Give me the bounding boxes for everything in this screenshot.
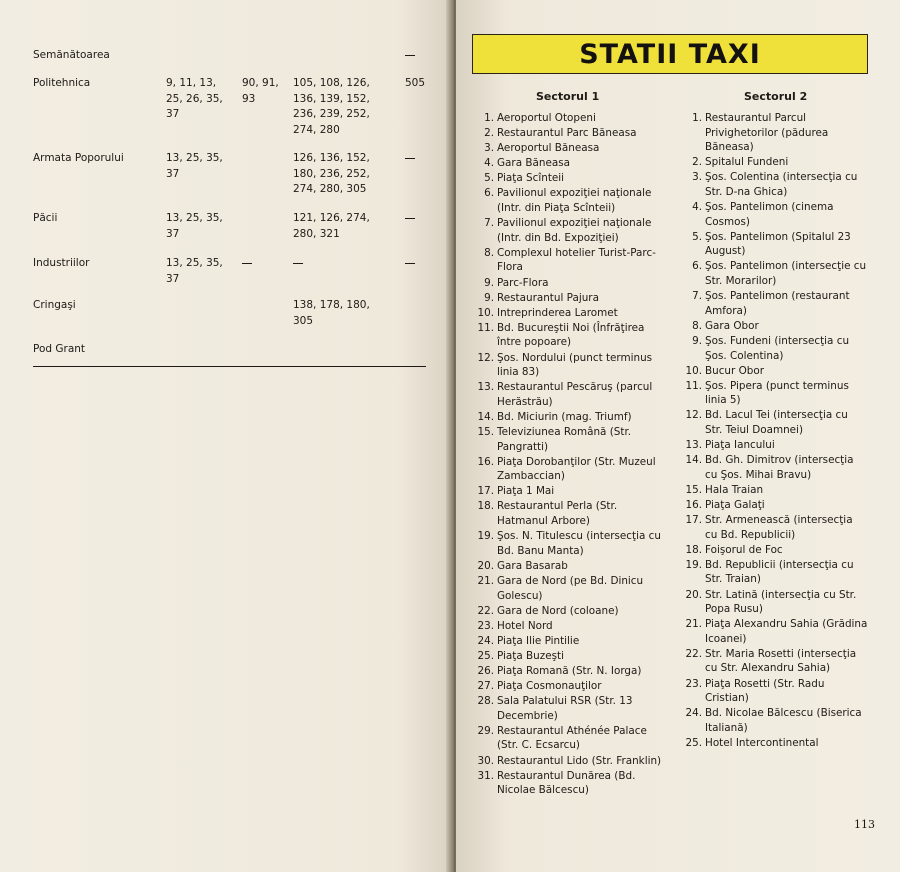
route-cell: 13, 25, 35, 37 (166, 257, 223, 285)
item-number: 11. (477, 321, 494, 334)
item-text: Piaţa Dorobanţilor (Str. Muzeul Zambaccian) (497, 455, 656, 483)
list-item (688, 319, 868, 334)
route-cell: 105, 108, 126, 136, 139, 152, 236, 239, 252, 274, 280 (293, 77, 370, 136)
item-text: Şos. Pantelimon (restaurant Amfora) (705, 290, 850, 317)
item-number: 12. (685, 409, 702, 422)
list-item (477, 351, 670, 380)
item-number: 23. (477, 619, 494, 632)
item-text: Piaţa Romană (Str. N. Iorga) (497, 664, 642, 677)
dash-mark (405, 218, 415, 219)
route-cell (405, 151, 433, 167)
item-number: 20. (685, 588, 702, 601)
item-text: Bd. Bucureştii Noi (Înfrăţirea între popoare) (497, 321, 645, 349)
item-number: 3. (692, 171, 702, 184)
route-cell: 138, 178, 180, 305 (293, 299, 370, 327)
item-number: 20. (477, 559, 494, 572)
item-number: 24. (477, 634, 494, 647)
item-number: 19. (477, 530, 494, 543)
item-number: 24. (685, 707, 702, 720)
list-item (480, 186, 670, 215)
item-number: 7. (692, 290, 702, 303)
item-text: Restaurantul Dunărea (Bd. Nicolae Bălcescu) (497, 769, 636, 797)
table-bottom-rule (33, 366, 426, 367)
item-text: Bd. Republicii (intersecţia cu Str. Traian) (705, 558, 854, 586)
item-text: Restaurantul Parc Băneasa (497, 127, 637, 140)
station-name: Cringaşi (33, 299, 76, 311)
list-item (477, 380, 670, 409)
route-cell (405, 211, 433, 227)
item-number: 22. (685, 647, 702, 660)
item-text: Televiziunea Română (Str. Pangratti) (497, 425, 632, 453)
list-item (477, 769, 670, 798)
list-item (685, 513, 868, 542)
station-name: Păcii (33, 212, 58, 224)
list-item (685, 379, 868, 408)
list-item (480, 141, 670, 156)
list-item (477, 321, 670, 350)
page-title: STATII TAXI (579, 39, 761, 70)
item-text: Şos. Colentina (intersecţia cu Str. D-na Ghica) (705, 171, 858, 198)
item-number: 2. (484, 127, 494, 140)
list-item (688, 170, 868, 199)
item-text: Piaţa Cosmonauţilor (497, 680, 602, 693)
item-text: Piaţa Buzeşti (497, 649, 564, 662)
item-number: 21. (477, 574, 494, 587)
item-text: Str. Latină (intersecţia cu Str. Popa Rusu) (705, 588, 857, 616)
item-text: Şos. Pantelimon (Spitalul 23 August) (705, 230, 851, 258)
item-text: Str. Maria Rosetti (intersecţia cu Str. Alexandru Sahia) (705, 647, 857, 675)
item-number: 17. (477, 485, 494, 498)
list-item (685, 736, 868, 751)
item-text: Aeroportul Otopeni (497, 112, 596, 124)
item-number: 13. (477, 381, 494, 394)
list-item (477, 724, 670, 753)
list-item (685, 677, 868, 706)
item-number: 9. (484, 276, 494, 289)
list-item (685, 498, 868, 513)
list-item (685, 438, 868, 453)
route-cell (405, 48, 433, 64)
list-item (477, 410, 670, 425)
list-item (685, 453, 868, 482)
item-text: Restaurantul Lido (Str. Franklin) (497, 754, 662, 767)
item-number: 19. (685, 558, 702, 571)
list-item (688, 200, 868, 229)
item-number: 26. (477, 664, 494, 677)
sector1-heading: Sectorul 1 (536, 90, 600, 103)
item-number: 10. (477, 306, 494, 319)
item-text: Hala Traian (705, 483, 764, 496)
list-item (477, 754, 670, 769)
item-text: Piaţa 1 Mai (497, 485, 555, 498)
sector1-list (477, 111, 670, 798)
list-item (688, 259, 868, 288)
item-number: 31. (477, 769, 494, 782)
list-item (477, 619, 670, 634)
sector2-list (685, 111, 868, 751)
item-text: Pavilionul expoziţiei naţionale (Intr. din Bd. Expoziţiei) (497, 217, 652, 244)
item-text: Piaţa Alexandru Sahia (Grădina Icoanei) (705, 618, 868, 645)
list-item (477, 306, 670, 321)
dash-mark (405, 263, 415, 264)
item-text: Bd. Gh. Dimitrov (intersecţia cu Şos. Mihai Bravu) (705, 454, 854, 481)
item-text: Bd. Nicolae Bălcescu (Biserica Italiană) (705, 707, 862, 734)
dash-mark (293, 263, 303, 264)
item-text: Şos. Nordului (punct terminus linia 83) (497, 351, 653, 379)
list-item (477, 499, 670, 528)
list-item (477, 455, 670, 484)
item-text: Hotel Intercontinental (705, 736, 819, 749)
item-number: 21. (685, 618, 702, 631)
route-cell (405, 256, 433, 272)
item-text: Restaurantul Pescăruş (parcul Herăstrău) (497, 381, 653, 408)
station-name: Politehnica (33, 77, 91, 89)
item-text: Şos. Fundeni (intersecţia cu Şos. Colentina) (705, 334, 850, 362)
item-text: Şos. Pantelimon (intersecţie cu Str. Morarilor) (705, 260, 867, 288)
list-item (688, 289, 868, 318)
item-number: 18. (477, 500, 494, 513)
item-number: 1. (692, 112, 702, 124)
route-cell: 13, 25, 35, 37 (166, 152, 223, 180)
dash-mark (405, 158, 415, 159)
item-number: 13. (685, 439, 702, 452)
item-text: Sala Palatului RSR (Str. 13 Decembrie) (497, 695, 633, 722)
list-item (480, 111, 670, 126)
route-cell: 13, 25, 35, 37 (166, 212, 223, 240)
page-number: 113 (854, 818, 875, 831)
item-text: Bd. Miciurin (mag. Triumf) (497, 410, 632, 423)
item-text: Intreprinderea Laromet (497, 306, 618, 319)
list-item (477, 604, 670, 619)
item-number: 14. (685, 454, 702, 467)
item-number: 12. (477, 351, 494, 364)
item-number: 4. (692, 201, 702, 214)
list-item (688, 230, 868, 259)
item-number: 25. (477, 649, 494, 662)
item-text: Aeroportul Băneasa (497, 142, 600, 155)
list-item (480, 156, 670, 171)
list-item (477, 529, 670, 558)
list-item (688, 334, 868, 363)
route-cell: 126, 136, 152, 180, 236, 252, 274, 280, 305 (293, 152, 370, 195)
item-number: 16. (685, 498, 702, 511)
route-cell: 121, 126, 274, 280, 321 (293, 212, 370, 240)
item-number: 15. (685, 483, 702, 496)
list-item (480, 171, 670, 186)
item-text: Gara Basarab (497, 559, 568, 572)
station-name: Industriilor (33, 257, 90, 269)
item-number: 2. (692, 156, 702, 169)
list-item (480, 276, 670, 291)
item-text: Gara Obor (705, 319, 759, 332)
list-item (685, 617, 868, 646)
item-text: Piaţa Galaţi (705, 498, 765, 511)
list-item (477, 634, 670, 649)
list-item (685, 558, 868, 587)
item-text: Restaurantul Athénée Palace (Str. C. Ecsarcu) (497, 724, 647, 752)
route-cell: 505 (405, 77, 426, 89)
item-text: Gara Băneasa (497, 157, 570, 170)
list-item (477, 574, 670, 603)
item-text: Bucur Obor (705, 364, 764, 377)
item-text: Şos. Pipera (punct terminus linia 5) (705, 379, 849, 407)
station-name: Pod Grant (33, 343, 86, 355)
dash-mark (242, 263, 252, 264)
list-item (480, 291, 670, 306)
list-item (480, 126, 670, 141)
item-text: Hotel Nord (497, 619, 553, 632)
item-text: Restaurantul Perla (Str. Hatmanul Arbore) (497, 500, 618, 528)
item-text: Gara de Nord (pe Bd. Dinicu Golescu) (497, 574, 644, 602)
list-item (685, 364, 868, 379)
item-number: 6. (484, 187, 494, 200)
item-text: Piaţa Iancului (705, 439, 775, 452)
dash-mark (405, 55, 415, 56)
item-number: 5. (484, 172, 494, 185)
item-number: 22. (477, 604, 494, 617)
list-item (477, 694, 670, 723)
item-text: Foişorul de Foc (705, 543, 783, 556)
list-item (688, 155, 868, 170)
item-text: Complexul hotelier Turist-Parc-Flora (497, 246, 656, 274)
list-item (477, 649, 670, 664)
right-page (456, 0, 900, 872)
item-number: 9. (692, 334, 702, 347)
title-banner (472, 34, 868, 74)
item-text: Piaţa Ilie Pintilie (497, 634, 580, 647)
item-number: 18. (685, 543, 702, 556)
list-item (685, 647, 868, 676)
list-item (685, 706, 868, 735)
list-item (477, 484, 670, 499)
list-item (685, 588, 868, 617)
item-text: Str. Armenească (intersecţia cu Bd. Republicii) (705, 514, 853, 541)
list-item (685, 483, 868, 498)
item-number: 28. (477, 695, 494, 708)
item-number: 1. (484, 112, 494, 124)
item-number: 16. (477, 455, 494, 468)
item-text: Piaţa Rosetti (Str. Radu Cristian) (705, 677, 825, 705)
item-number: 11. (685, 379, 702, 392)
item-text: Pavilionul expoziţiei naţionale (Intr. din Piaţa Scînteii) (497, 187, 652, 215)
item-text: Parc-Flora (497, 276, 549, 289)
item-number: 3. (484, 142, 494, 155)
list-item (480, 216, 670, 245)
list-item (685, 408, 868, 437)
item-text: Spitalul Fundeni (705, 156, 789, 169)
list-item (477, 664, 670, 679)
item-text: Şos. N. Titulescu (intersecţia cu Bd. Banu Manta) (497, 530, 661, 557)
item-number: 10. (685, 364, 702, 377)
item-number: 29. (477, 724, 494, 737)
item-number: 23. (685, 677, 702, 690)
item-number: 14. (477, 410, 494, 423)
item-number: 5. (692, 230, 702, 243)
list-item (685, 543, 868, 558)
item-number: 6. (692, 260, 702, 273)
item-number: 4. (484, 157, 494, 170)
route-cell (293, 256, 393, 272)
item-number: 30. (477, 754, 494, 767)
route-cell: 9, 11, 13, 25, 26, 35, 37 (166, 77, 223, 120)
route-cell: 90, 91, 93 (242, 77, 279, 105)
item-text: Bd. Lacul Tei (intersecţia cu Str. Teiul Doamnei) (705, 409, 848, 436)
item-number: 8. (692, 319, 702, 332)
station-name: Semănătoarea (33, 49, 110, 61)
item-number: 17. (685, 514, 702, 527)
item-number: 9. (484, 291, 494, 304)
item-number: 8. (484, 246, 494, 259)
item-number: 7. (484, 217, 494, 230)
list-item (480, 246, 670, 275)
sector2-heading: Sectorul 2 (744, 90, 808, 103)
item-text: Gara de Nord (coloane) (497, 604, 619, 617)
item-text: Restaurantul Parcul Privighetorilor (pădurea Băneasa) (705, 112, 829, 154)
list-item (477, 679, 670, 694)
item-text: Piaţa Scînteii (497, 172, 565, 185)
route-cell (242, 256, 298, 272)
item-number: 15. (477, 425, 494, 438)
list-item (688, 111, 868, 155)
item-number: 27. (477, 680, 494, 693)
item-number: 25. (685, 736, 702, 749)
item-text: Şos. Pantelimon (cinema Cosmos) (705, 201, 834, 228)
station-name: Armata Poporului (33, 152, 124, 164)
list-item (477, 559, 670, 574)
item-text: Restaurantul Pajura (497, 291, 599, 304)
list-item (477, 425, 670, 454)
